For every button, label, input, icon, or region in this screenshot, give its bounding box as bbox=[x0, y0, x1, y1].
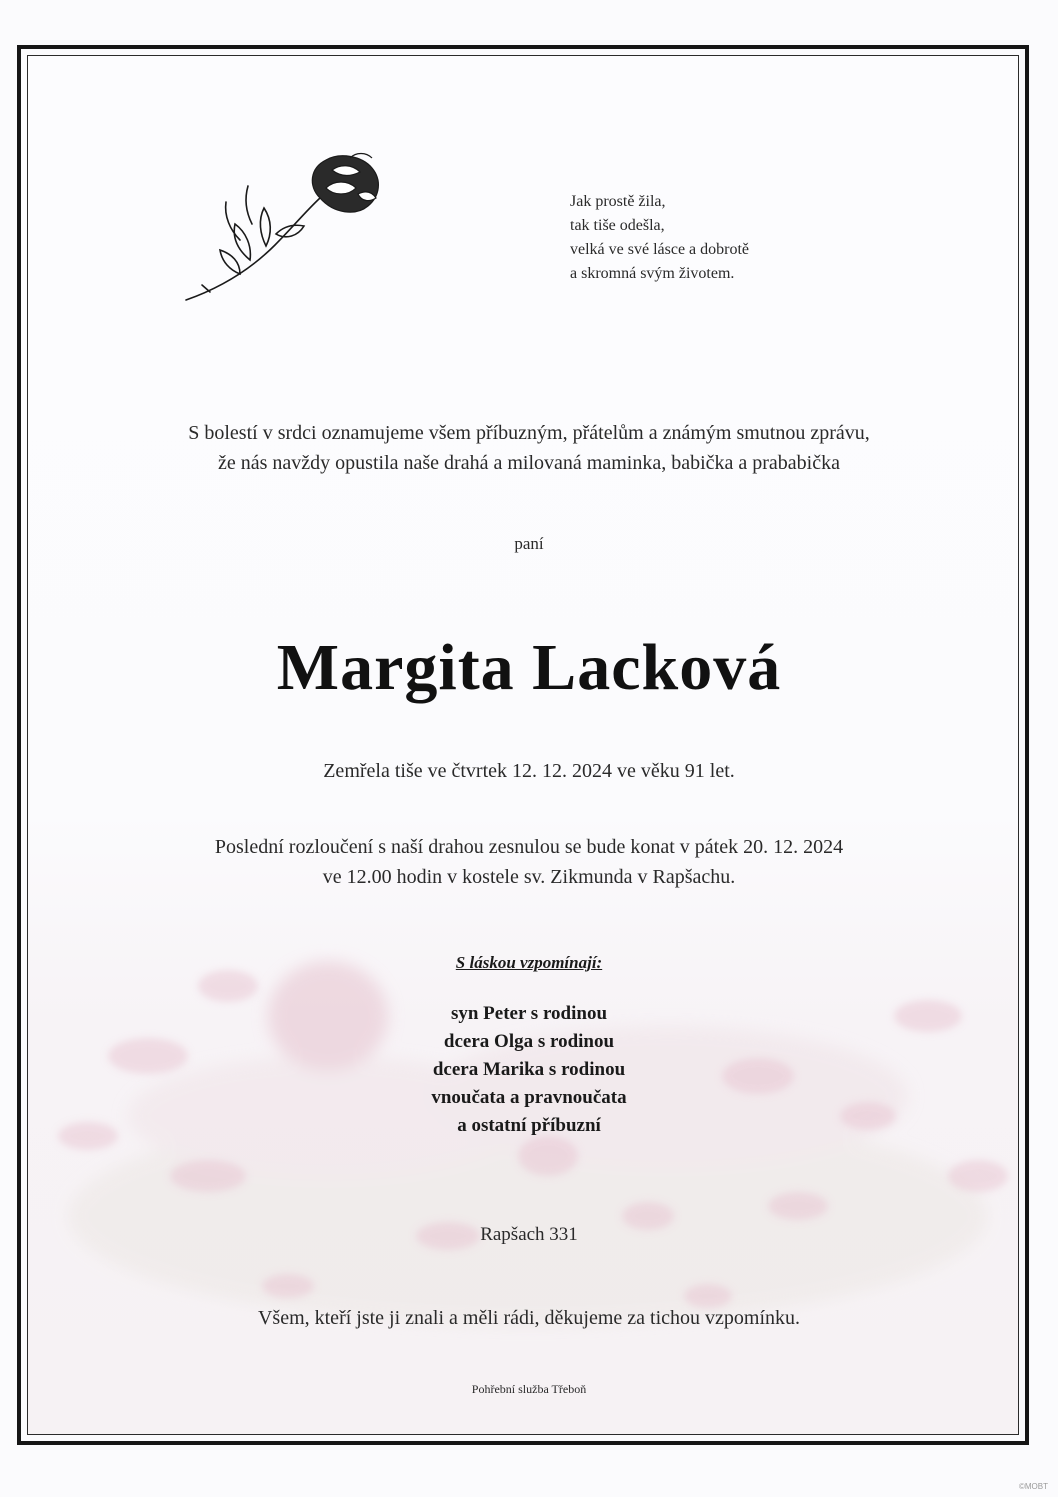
mourner-item: syn Peter s rodinou bbox=[450, 1003, 608, 1024]
address: Rapšach 331 bbox=[480, 1224, 578, 1245]
poem-line: tak tiše odešla, bbox=[570, 217, 665, 234]
rose-icon bbox=[180, 150, 395, 315]
funeral-details bbox=[0, 832, 1058, 892]
funeral-service-credit: Pohřební služba Třeboň bbox=[471, 1382, 587, 1396]
announcement bbox=[0, 418, 1058, 478]
poem-line: a skromná svým životem. bbox=[570, 265, 735, 282]
funeral-line: ve 12.00 hodin v kostele sv. Zikmunda v Rapšachu. bbox=[322, 866, 736, 888]
corner-mark: ©MOBT bbox=[1018, 1482, 1048, 1491]
poem-line: Jak prostě žila, bbox=[570, 193, 666, 210]
salutation: paní bbox=[514, 534, 544, 553]
mourner-item: a ostatní příbuzní bbox=[457, 1115, 601, 1136]
mourner-item: dcera Olga s rodinou bbox=[443, 1031, 615, 1052]
thanks-note: Všem, kteří jste ji znali a měli rádi, děkujeme za tichou vzpomínku. bbox=[257, 1307, 801, 1329]
poem-line: velká ve své lásce a dobrotě bbox=[570, 241, 750, 258]
mourners-list bbox=[0, 1000, 1058, 1140]
announcement-line: S bolestí v srdci oznamujeme všem příbuzným, přátelům a známým smutnou zprávu, bbox=[188, 422, 870, 444]
mourner-item: dcera Marika s rodinou bbox=[432, 1059, 626, 1080]
death-notice: Zemřela tiše ve čtvrtek 12. 12. 2024 ve věku 91 let. bbox=[323, 760, 735, 782]
mourner-item: vnoučata a pravnoučata bbox=[431, 1087, 627, 1108]
announcement-line: že nás navždy opustila naše drahá a milovaná maminka, babička a prababička bbox=[218, 452, 840, 474]
poem bbox=[570, 190, 870, 286]
mourners-heading: S láskou vzpomínají: bbox=[455, 953, 603, 972]
funeral-line: Poslední rozloučení s naší drahou zesnulou se bude konat v pátek 20. 12. 2024 bbox=[214, 836, 844, 858]
deceased-name: Margita Lacková bbox=[276, 631, 782, 704]
